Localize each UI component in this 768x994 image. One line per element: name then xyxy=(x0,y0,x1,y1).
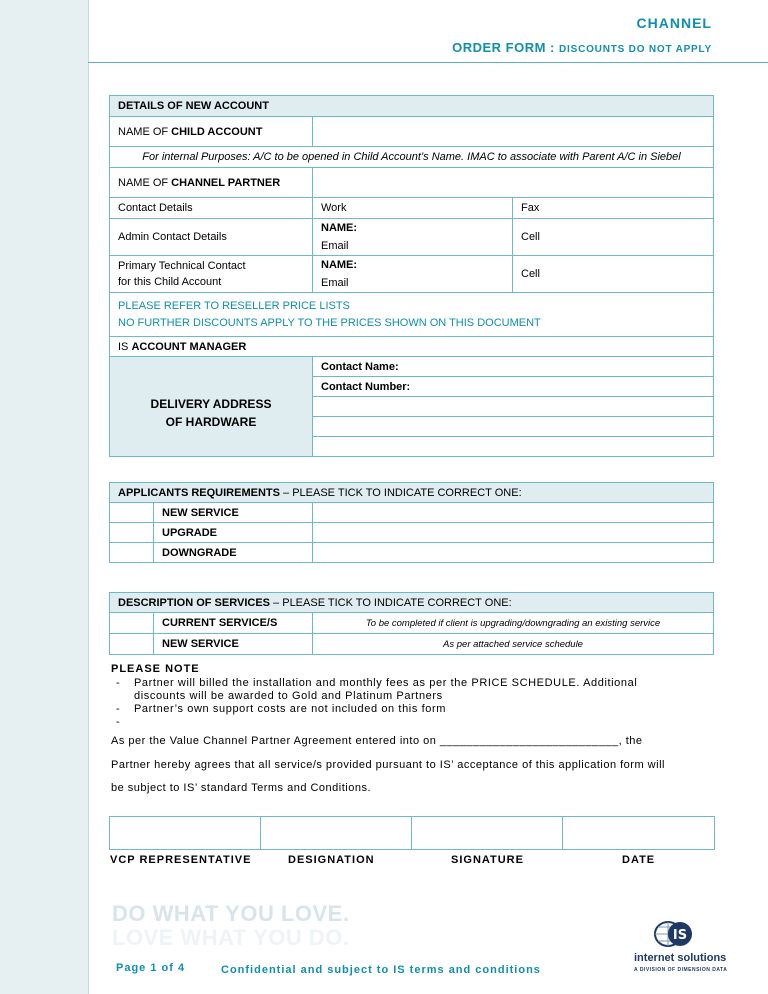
reseller-note-line-2: NO FURTHER DISCOUNTS APPLY TO THE PRICES SHOWN ON THIS DOCUMENT xyxy=(118,316,541,329)
account-section-title: DETAILS OF NEW ACCOUNT xyxy=(110,96,714,117)
vcp-representative-label: VCP REPRESENTATIVE xyxy=(110,854,252,866)
admin-name-email-field[interactable] xyxy=(313,219,513,256)
account-manager-label xyxy=(110,337,714,357)
signature-label: SIGNATURE xyxy=(451,854,524,866)
agreement-line-3: be subject to IS’ standard Terms and Conditions. xyxy=(111,782,372,794)
address-line-field[interactable] xyxy=(313,437,714,457)
note-dash: - xyxy=(116,703,121,715)
account-manager-prefix: IS xyxy=(118,340,132,353)
date-label: DATE xyxy=(622,854,656,866)
header-rule xyxy=(88,62,768,63)
delivery-address-line-1: DELIVERY ADDRESS xyxy=(150,396,272,411)
designation-label: DESIGNATION xyxy=(288,854,375,866)
address-line-field[interactable] xyxy=(313,397,714,417)
child-account-prefix: NAME OF xyxy=(118,125,172,138)
header-channel: CHANNEL xyxy=(636,15,712,31)
current-service-label: CURRENT SERVICE/S xyxy=(154,613,313,634)
contact-number-field[interactable]: Contact Number: xyxy=(313,377,714,397)
reseller-note-line-1: PLEASE REFER TO RESELLER PRICE LISTS xyxy=(118,299,350,312)
channel-partner-field[interactable] xyxy=(313,168,714,198)
internal-note: For internal Purposes: A/C to be opened in Child Account’s Name. IMAC to associate with Parent A/C in Siebel xyxy=(110,147,714,168)
agreement-line-1: As per the Value Channel Partner Agreement entered into on ___________________________, the xyxy=(111,735,643,747)
current-service-note: To be completed if client is upgrading/downgrading an existing service xyxy=(313,613,714,634)
account-details-table xyxy=(109,95,714,457)
agreement-line-2: Partner hereby agrees that all service/s provided pursuant to IS’ acceptance of this application form will xyxy=(111,759,665,771)
tech-contact-label xyxy=(110,256,313,293)
account-manager-bold: ACCOUNT MANAGER xyxy=(131,340,247,353)
discounts-label: DISCOUNTS DO NOT APPLY xyxy=(559,44,712,55)
signature-boxes[interactable] xyxy=(109,816,715,850)
header-order-form xyxy=(452,40,712,55)
services-table xyxy=(109,592,714,655)
downgrade-field[interactable] xyxy=(313,543,714,563)
signature-divider xyxy=(260,817,261,849)
work-field[interactable]: Work xyxy=(313,198,513,219)
services-title xyxy=(110,593,714,613)
downgrade-checkbox[interactable] xyxy=(110,543,154,563)
tech-name-label: NAME: xyxy=(321,259,358,271)
tagline-2: LOVE WHAT YOU DO. xyxy=(112,925,350,950)
requirements-title xyxy=(110,483,714,503)
tech-email-label: Email xyxy=(321,277,349,289)
note-line-2: discounts will be awarded to Gold and Platinum Partners xyxy=(134,690,443,702)
delivery-address-label xyxy=(110,357,313,457)
order-form-label: ORDER FORM : xyxy=(452,40,555,55)
tech-contact-line-2: for this Child Account xyxy=(118,276,222,288)
channel-partner-prefix: NAME OF xyxy=(118,176,172,189)
logo-mark-text: IS xyxy=(672,928,688,943)
requirements-table xyxy=(109,482,714,563)
new-service-2-note: As per attached service schedule xyxy=(313,634,714,655)
channel-partner-bold: CHANNEL PARTNER xyxy=(171,176,281,189)
child-account-field[interactable] xyxy=(313,117,714,147)
upgrade-checkbox[interactable] xyxy=(110,523,154,543)
new-service-field[interactable] xyxy=(313,503,714,523)
tech-contact-line-1: Primary Technical Contact xyxy=(118,260,246,272)
upgrade-field[interactable] xyxy=(313,523,714,543)
delivery-address-line-2: OF HARDWARE xyxy=(165,414,257,429)
current-service-checkbox[interactable] xyxy=(110,613,154,634)
new-service-2-label: NEW SERVICE xyxy=(154,634,313,655)
child-account-bold: CHILD ACCOUNT xyxy=(171,125,263,138)
signature-divider xyxy=(411,817,412,849)
services-title-rest: – PLEASE TICK TO INDICATE CORRECT ONE: xyxy=(270,596,512,609)
admin-contact-label: Admin Contact Details xyxy=(110,219,313,256)
admin-email-label: Email xyxy=(321,240,349,252)
logo-text: internet solutions xyxy=(634,952,727,964)
note-line-1: Partner will billed the installation and monthly fees as per the PRICE SCHEDULE. Additional xyxy=(134,677,638,689)
requirements-title-bold: APPLICANTS REQUIREMENTS xyxy=(118,486,280,499)
note-line-3: Partner’s own support costs are not included on this form xyxy=(134,703,446,715)
contact-name-field[interactable]: Contact Name: xyxy=(313,357,714,377)
note-dash: - xyxy=(116,716,121,728)
upgrade-label: UPGRADE xyxy=(154,523,313,543)
services-title-bold: DESCRIPTION OF SERVICES xyxy=(118,596,270,609)
new-service-checkbox[interactable] xyxy=(110,503,154,523)
address-line-field[interactable] xyxy=(313,417,714,437)
contact-details-label: Contact Details xyxy=(110,198,313,219)
tech-cell-field[interactable]: Cell xyxy=(513,256,714,293)
channel-partner-label xyxy=(110,168,313,198)
note-dash: - xyxy=(116,677,121,689)
left-margin-band xyxy=(0,0,89,994)
downgrade-label: DOWNGRADE xyxy=(154,543,313,563)
tagline-1: DO WHAT YOU LOVE. xyxy=(112,901,350,926)
new-service-2-checkbox[interactable] xyxy=(110,634,154,655)
tech-name-email-field[interactable] xyxy=(313,256,513,293)
admin-name-label: NAME: xyxy=(321,222,358,234)
confidential-note: Confidential and subject to IS terms and conditions xyxy=(221,964,541,976)
admin-cell-field[interactable]: Cell xyxy=(513,219,714,256)
requirements-title-rest: – PLEASE TICK TO INDICATE CORRECT ONE: xyxy=(279,486,522,499)
page-number: Page 1 of 4 xyxy=(116,962,186,974)
fax-field[interactable]: Fax xyxy=(513,198,714,219)
signature-divider xyxy=(562,817,563,849)
please-note-title: PLEASE NOTE xyxy=(111,663,200,675)
new-service-label: NEW SERVICE xyxy=(154,503,313,523)
child-account-label xyxy=(110,117,313,147)
reseller-note xyxy=(110,293,714,337)
logo-subtext: A DIVISION OF DIMENSION DATA xyxy=(634,967,728,973)
